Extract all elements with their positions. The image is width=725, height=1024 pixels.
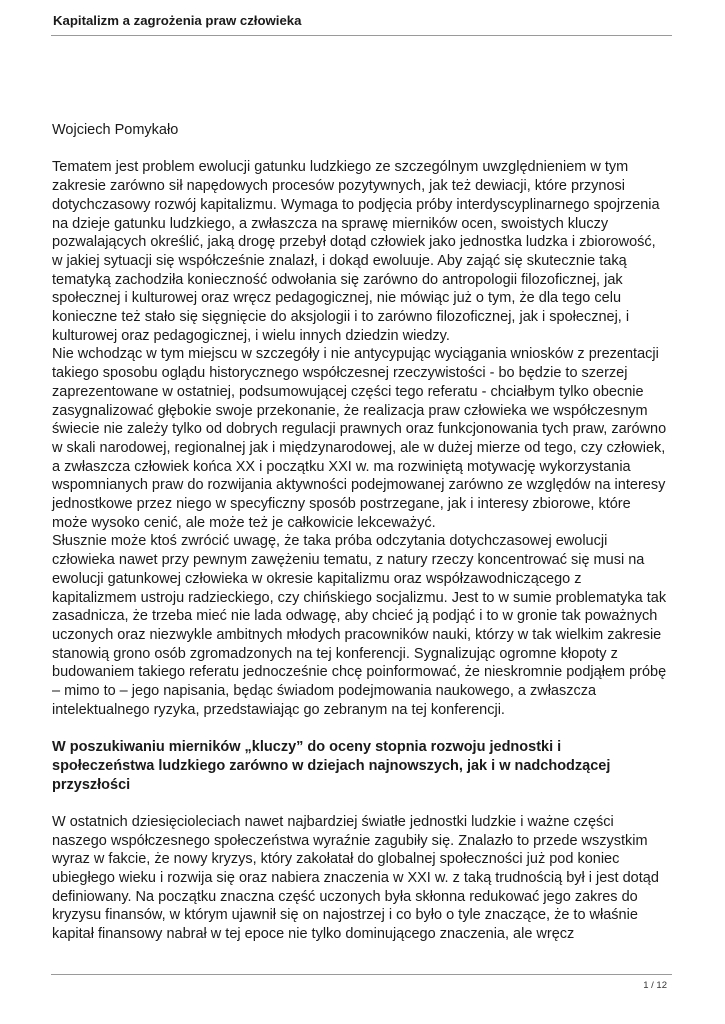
text-line: społecznej i kulturowej oraz wręcz pedagogicznej, nie mówiąc już o tym, że dla tego celu bbox=[52, 290, 622, 307]
text-line: naszego współczesnego społeczeństwa wyraźnie zagubiły się. Znalazło to przede wszystkim bbox=[52, 832, 648, 849]
text-line: tematyką zachodziła konieczność odwołania się zarówno do antropologii filozoficznej, jak bbox=[52, 271, 623, 288]
text-line: definiowany. Na początku znaczna część uczonych była skłonna redukować jego zakres do bbox=[52, 888, 638, 905]
text-line: – mimo to – jego napisania, będąc świadom podejmowania naukowego, a zwłaszcza bbox=[52, 683, 597, 700]
heading-line: W poszukiwaniu mierników „kluczy” do oceny stopnia rozwoju jednostki i bbox=[52, 739, 562, 756]
text-line: zakresie zarówno sił napędowych procesów pozytywnych, jak też dewiacji, które przynosi bbox=[52, 178, 626, 195]
text-line: Tematem jest problem ewolucji gatunku ludzkiego ze szczególnym uwzględnieniem w tym bbox=[52, 159, 629, 176]
section-heading bbox=[52, 738, 677, 794]
paragraph-crisis bbox=[52, 813, 677, 944]
document-body bbox=[52, 121, 677, 944]
text-line: kryzysu finansów, w którym ujawnił się on najostrzej i co było o tyle znaczące, że to właśnie bbox=[52, 907, 638, 924]
text-line: wspomnianych praw do rozwijania aktywności podejmowanej zarówno ze względów na interesy bbox=[52, 477, 666, 494]
text-line: w jakiej sytuacji się współcześnie znalazł, i dokąd ewoluuje. Aby zająć się skutecznie taką bbox=[52, 252, 627, 269]
text-line: Nie wchodząc w tym miejscu w szczegóły i nie antycypując wyciągania wniosków z prezentacji bbox=[52, 346, 659, 363]
paragraph-scope bbox=[52, 532, 677, 719]
text-line: uczonych oraz niezwykle ambitnych młodych pracowników nauki, którzy w tak wielkim zakresie bbox=[52, 626, 662, 643]
text-line: człowieka nawet przy pewnym zawężeniu tematu, z natury rzeczy koncentrować się musi na bbox=[52, 552, 645, 569]
text-line: może wysoko cenić, ale może też je całkowicie lekceważyć. bbox=[52, 514, 436, 531]
text-line: budowaniem takiego referatu jednocześnie chcę poinformować, że nieskromnie podjąłem próbę bbox=[52, 664, 667, 681]
author-name: Wojciech Pomykało bbox=[52, 122, 179, 138]
text-line: ewolucji gatunkowej człowieka w okresie kapitalizmu oraz współzawodniczącego z bbox=[52, 570, 582, 587]
text-line: intelektualnego ryzyka, przedstawiając go zebranym na tej konferencji. bbox=[52, 701, 505, 718]
text-line: świecie nie zależy tylko od dobrych regulacji prawnych oraz funkcjonowania tych praw, zarówno bbox=[52, 421, 667, 438]
text-line: stanowią grono osób zgromadzonych na tej konferencji. Sygnalizując ogromne kłopoty z bbox=[52, 645, 618, 662]
text-line: jednostkowe przez niego w specyficzny sposób postrzegane, jak i interesy zbiorowe, które bbox=[52, 496, 631, 513]
text-line: kulturowej oraz pedagogicznej, i wielu innych dziedzin wiedzy. bbox=[52, 327, 450, 344]
paragraph-introduction bbox=[52, 158, 677, 345]
header-divider bbox=[51, 35, 672, 36]
paragraph-human-rights bbox=[52, 345, 677, 532]
text-line: a zwłaszcza człowiek końca XX i początku XXI w. ma rozwiniętą motywację wykorzystania bbox=[52, 458, 631, 475]
text-line: dotychczasowy rozwój kapitalizmu. Wymaga to podjęcia próby interdyscyplinarnego spojrzenia bbox=[52, 196, 660, 213]
heading-line: społeczeństwa ludzkiego zarówno w dziejach najnowszych, jak i w nadchodzącej bbox=[52, 757, 611, 774]
text-line: kapitalizmem ustroju radzieckiego, czy chińskiego socjalizmu. Jest to w sumie problematyka tak bbox=[52, 589, 667, 606]
text-line: w skali narodowej, regionalnej jak i międzynarodowej, ale w dużej mierze od tego, czy człowiek, bbox=[52, 439, 666, 456]
page-number: 1 / 12 bbox=[643, 980, 667, 991]
text-line: na dzieje gatunku ludzkiego, a zwłaszcza na sprawę mierników ocen, swoistych kluczy bbox=[52, 215, 609, 232]
text-line: wyraz w fakcie, że nowy kryzys, który zakołatał do globalnej społeczności już pod koniec bbox=[52, 851, 620, 868]
text-line: konieczne też stało się sięgnięcie do aksjologii i to zarówno filozoficznej, jak i społecznej, i bbox=[52, 309, 630, 326]
page-header-title: Kapitalizm a zagrożenia praw człowieka bbox=[53, 13, 302, 28]
text-line: pozwalających określić, jaką drogę przebył dotąd człowiek jako jednostka ludzka i zbiorowość, bbox=[52, 234, 656, 251]
footer-divider bbox=[51, 974, 672, 975]
text-line: ubiegłego wieku i rozwija się oraz nabiera znaczenia w XXI w. z taką trudnością był i jest dotąd bbox=[52, 870, 659, 887]
text-line: takiego sposobu oglądu historycznego współczesnej rzeczywistości - bo będzie to szerzej bbox=[52, 365, 628, 382]
text-line: zasygnalizować głębokie swoje przekonanie, że realizacja praw człowieka we współczesnym bbox=[52, 402, 648, 419]
text-line: W ostatnich dziesięcioleciach nawet najbardziej światłe jednostki ludzkie i ważne części bbox=[52, 813, 614, 830]
text-line: Słusznie może ktoś zwrócić uwagę, że taka próba odczytania dotychczasowej ewolucji bbox=[52, 533, 608, 550]
text-line: kapitał finansowy nabrał w tej epoce nie tylko dominującego znaczenia, ale wręcz bbox=[52, 926, 575, 943]
heading-line: przyszłości bbox=[52, 776, 131, 793]
text-line: zasadnicza, że trzeba mieć nie lada odwagę, aby chcieć ją podjąć i to w gronie tak poważnych bbox=[52, 608, 658, 625]
text-line: zaprezentowane w ostatniej, podsumowującej części tego referatu - chciałbym tylko obecnie bbox=[52, 383, 644, 400]
